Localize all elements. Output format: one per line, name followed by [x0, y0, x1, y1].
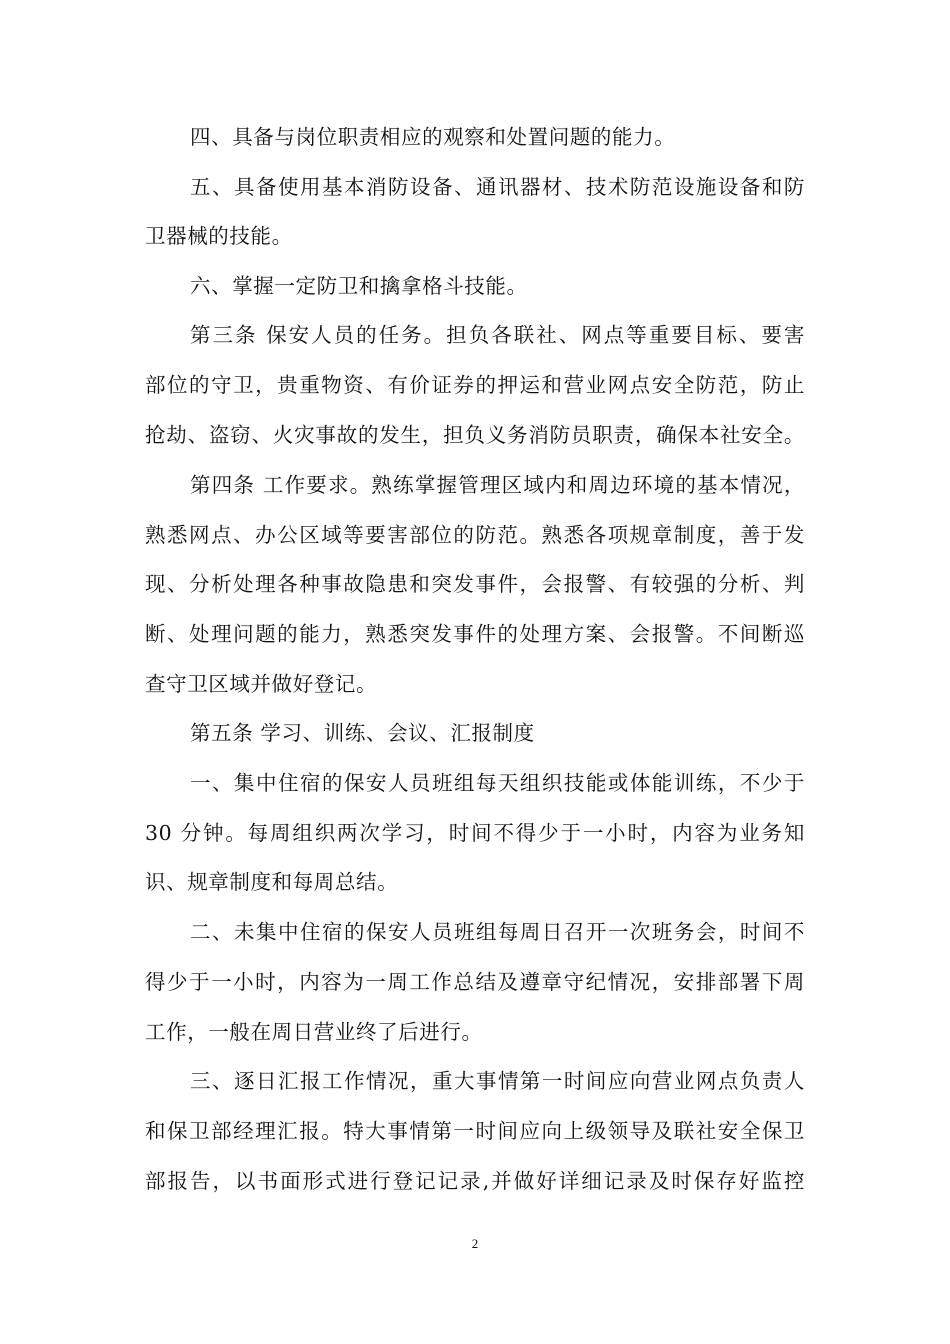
text-line: 六、掌握一定防卫和擒拿格斗技能。	[190, 274, 528, 298]
text-line: 得少于一小时，内容为一周工作总结及遵章守纪情况，安排部署下周	[145, 970, 805, 994]
text-line: 四、具备与岗位职责相应的观察和处置问题的能力。	[190, 125, 676, 149]
text-line: 查守卫区域并做好登记。	[145, 672, 378, 696]
page-number: 2	[471, 1236, 479, 1251]
text-line: 部位的守卫，贵重物资、有价证券的押运和营业网点安全防范，防止	[145, 373, 805, 397]
text-line: 抢劫、盗窃、火灾事故的发生，担负义务消防员职责，确保本社安全。	[145, 423, 805, 447]
text-line: 一、集中住宿的保安人员班组每天组织技能或体能训练，不少于	[190, 771, 805, 795]
text-line: 第四条 工作要求。熟练掌握管理区域内和周边环境的基本情况，	[190, 473, 805, 497]
text-line: 第三条 保安人员的任务。担负各联社、网点等重要目标、要害	[190, 323, 805, 347]
section-heading: 第五条 学习、训练、会议、汇报制度	[190, 721, 535, 745]
text-line: 现、分析处理各种事故隐患和突发事件，会报警、有较强的分析、判	[145, 572, 805, 596]
text-line: 识、规章制度和每周总结。	[145, 870, 399, 894]
text-line: 熟悉网点、办公区域等要害部位的防范。熟悉各项规章制度，善于发	[145, 523, 805, 547]
text-line: 30 分钟。每周组织两次学习，时间不得少于一小时，内容为业务知	[145, 821, 805, 845]
text-line: 部报告，以书面形式进行登记记录,并做好详细记录及时保存好监控	[145, 1169, 805, 1193]
text-line: 二、未集中住宿的保安人员班组每周日召开一次班务会，时间不	[190, 920, 805, 944]
text-line: 和保卫部经理汇报。特大事情第一时间应向上级领导及联社安全保卫	[145, 1119, 805, 1143]
text-line: 五、具备使用基本消防设备、通讯器材、技术防范设施设备和防	[190, 175, 805, 199]
text-line: 卫器械的技能。	[145, 224, 293, 248]
text-line: 断、处理问题的能力，熟悉突发事件的处理方案、会报警。不间断巡	[145, 622, 805, 646]
text-line: 三、逐日汇报工作情况，重大事情第一时间应向营业网点负责人	[190, 1069, 805, 1093]
text-line: 工作，一般在周日营业终了后进行。	[145, 1020, 483, 1044]
